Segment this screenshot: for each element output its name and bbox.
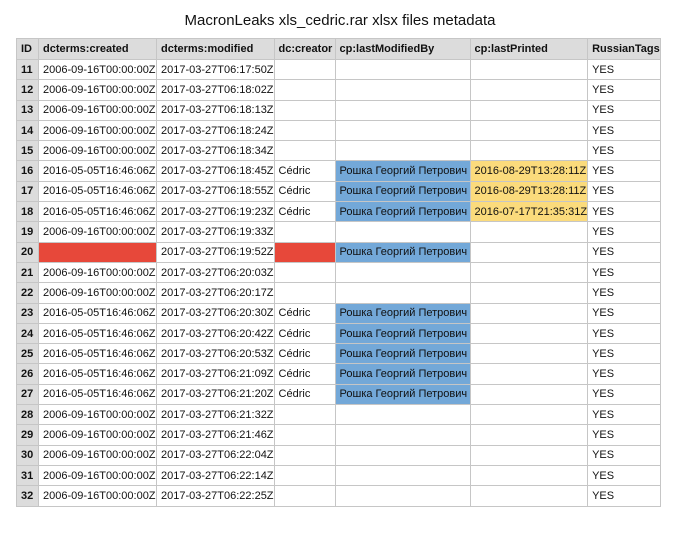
cell-created: 2006-09-16T00:00:00Z <box>39 222 157 242</box>
cell-last-printed <box>470 120 588 140</box>
metadata-table <box>16 38 661 507</box>
cell-created: 2016-05-05T16:46:06Z <box>39 181 157 201</box>
table-row <box>17 141 661 161</box>
cell-last-printed <box>470 405 588 425</box>
cell-created: 2006-09-16T00:00:00Z <box>39 445 157 465</box>
table-row <box>17 405 661 425</box>
cell-modified: 2017-03-27T06:21:32Z <box>157 405 275 425</box>
cell-last-printed <box>470 80 588 100</box>
cell-last-modified-by <box>335 222 470 242</box>
cell-modified: 2017-03-27T06:20:03Z <box>157 262 275 282</box>
table-row <box>17 80 661 100</box>
cell-id: 16 <box>17 161 39 181</box>
cell-modified: 2017-03-27T06:22:25Z <box>157 486 275 506</box>
cell-created: 2006-09-16T00:00:00Z <box>39 405 157 425</box>
table-row <box>17 303 661 323</box>
cell-id: 14 <box>17 120 39 140</box>
cell-russian-tags: YES <box>588 161 661 181</box>
cell-russian-tags: YES <box>588 181 661 201</box>
cell-modified: 2017-03-27T06:22:14Z <box>157 465 275 485</box>
cell-last-modified-by <box>335 80 470 100</box>
cell-last-modified-by <box>335 405 470 425</box>
cell-modified: 2017-03-27T06:20:30Z <box>157 303 275 323</box>
cell-last-modified-by <box>335 486 470 506</box>
cell-last-modified-by <box>335 262 470 282</box>
cell-last-modified-by: Рошка Георгий Петрович <box>335 181 470 201</box>
cell-russian-tags: YES <box>588 100 661 120</box>
cell-modified: 2017-03-27T06:18:24Z <box>157 120 275 140</box>
cell-last-printed <box>470 445 588 465</box>
cell-modified: 2017-03-27T06:18:55Z <box>157 181 275 201</box>
cell-last-printed <box>470 344 588 364</box>
cell-created: 2016-05-05T16:46:06Z <box>39 202 157 222</box>
table-row <box>17 445 661 465</box>
cell-last-printed <box>470 60 588 80</box>
cell-creator: Cédric <box>274 323 335 343</box>
cell-last-modified-by <box>335 141 470 161</box>
header-row <box>17 39 661 60</box>
cell-created <box>39 242 157 262</box>
cell-creator: Cédric <box>274 161 335 181</box>
cell-created: 2016-05-05T16:46:06Z <box>39 384 157 404</box>
cell-modified: 2017-03-27T06:22:04Z <box>157 445 275 465</box>
cell-created: 2006-09-16T00:00:00Z <box>39 80 157 100</box>
cell-russian-tags: YES <box>588 60 661 80</box>
column-header-modified: dcterms:modified <box>157 39 275 60</box>
column-header-last-modified-by: cp:lastModifiedBy <box>335 39 470 60</box>
cell-creator <box>274 60 335 80</box>
cell-creator <box>274 80 335 100</box>
table-row <box>17 242 661 262</box>
cell-creator <box>274 242 335 262</box>
cell-created: 2016-05-05T16:46:06Z <box>39 364 157 384</box>
cell-modified: 2017-03-27T06:18:13Z <box>157 100 275 120</box>
column-header-created: dcterms:created <box>39 39 157 60</box>
cell-creator <box>274 262 335 282</box>
cell-russian-tags: YES <box>588 445 661 465</box>
cell-last-printed <box>470 425 588 445</box>
page-title: MacronLeaks xls_cedric.rar xlsx files metadata <box>184 12 496 29</box>
cell-russian-tags: YES <box>588 262 661 282</box>
cell-creator <box>274 465 335 485</box>
cell-russian-tags: YES <box>588 141 661 161</box>
cell-created: 2006-09-16T00:00:00Z <box>39 283 157 303</box>
cell-modified: 2017-03-27T06:21:46Z <box>157 425 275 445</box>
cell-creator: Cédric <box>274 384 335 404</box>
cell-id: 31 <box>17 465 39 485</box>
cell-last-modified-by: Рошка Георгий Петрович <box>335 323 470 343</box>
cell-modified: 2017-03-27T06:18:45Z <box>157 161 275 181</box>
cell-last-printed <box>470 222 588 242</box>
table-row <box>17 283 661 303</box>
table-row <box>17 222 661 242</box>
cell-russian-tags: YES <box>588 384 661 404</box>
cell-last-modified-by: Рошка Георгий Петрович <box>335 161 470 181</box>
cell-russian-tags: YES <box>588 202 661 222</box>
cell-last-modified-by <box>335 120 470 140</box>
cell-russian-tags: YES <box>588 120 661 140</box>
cell-created: 2016-05-05T16:46:06Z <box>39 161 157 181</box>
cell-creator <box>274 425 335 445</box>
table-row <box>17 120 661 140</box>
cell-last-printed <box>470 283 588 303</box>
cell-last-printed: 2016-08-29T13:28:11Z <box>470 161 588 181</box>
cell-modified: 2017-03-27T06:20:53Z <box>157 344 275 364</box>
cell-modified: 2017-03-27T06:17:50Z <box>157 60 275 80</box>
cell-id: 28 <box>17 405 39 425</box>
column-header-last-printed: cp:lastPrinted <box>470 39 588 60</box>
cell-creator <box>274 405 335 425</box>
cell-russian-tags: YES <box>588 80 661 100</box>
cell-id: 27 <box>17 384 39 404</box>
cell-modified: 2017-03-27T06:18:02Z <box>157 80 275 100</box>
cell-russian-tags: YES <box>588 405 661 425</box>
cell-modified: 2017-03-27T06:19:52Z <box>157 242 275 262</box>
table-row <box>17 161 661 181</box>
table-row <box>17 344 661 364</box>
cell-last-printed <box>470 486 588 506</box>
cell-creator <box>274 120 335 140</box>
cell-russian-tags: YES <box>588 222 661 242</box>
cell-created: 2006-09-16T00:00:00Z <box>39 425 157 445</box>
column-header-id: ID <box>17 39 39 60</box>
cell-last-printed <box>470 262 588 282</box>
cell-russian-tags: YES <box>588 283 661 303</box>
cell-creator: Cédric <box>274 303 335 323</box>
cell-creator <box>274 283 335 303</box>
cell-created: 2006-09-16T00:00:00Z <box>39 120 157 140</box>
cell-last-modified-by: Рошка Георгий Петрович <box>335 242 470 262</box>
cell-modified: 2017-03-27T06:21:20Z <box>157 384 275 404</box>
cell-last-printed <box>470 323 588 343</box>
cell-creator: Cédric <box>274 202 335 222</box>
cell-created: 2006-09-16T00:00:00Z <box>39 100 157 120</box>
cell-id: 30 <box>17 445 39 465</box>
cell-last-modified-by <box>335 425 470 445</box>
cell-russian-tags: YES <box>588 344 661 364</box>
cell-id: 29 <box>17 425 39 445</box>
cell-created: 2016-05-05T16:46:06Z <box>39 344 157 364</box>
cell-created: 2016-05-05T16:46:06Z <box>39 323 157 343</box>
cell-last-printed <box>470 141 588 161</box>
table-row <box>17 100 661 120</box>
cell-id: 22 <box>17 283 39 303</box>
cell-modified: 2017-03-27T06:20:17Z <box>157 283 275 303</box>
cell-russian-tags: YES <box>588 486 661 506</box>
table-row <box>17 60 661 80</box>
table-row <box>17 262 661 282</box>
cell-created: 2016-05-05T16:46:06Z <box>39 303 157 323</box>
table-row <box>17 202 661 222</box>
cell-id: 32 <box>17 486 39 506</box>
cell-last-printed <box>470 303 588 323</box>
table-row <box>17 323 661 343</box>
cell-last-modified-by: Рошка Георгий Петрович <box>335 344 470 364</box>
cell-russian-tags: YES <box>588 465 661 485</box>
cell-creator <box>274 141 335 161</box>
cell-last-modified-by <box>335 465 470 485</box>
cell-creator <box>274 486 335 506</box>
cell-id: 18 <box>17 202 39 222</box>
cell-last-printed <box>470 242 588 262</box>
cell-creator <box>274 222 335 242</box>
cell-last-modified-by <box>335 60 470 80</box>
cell-modified: 2017-03-27T06:18:34Z <box>157 141 275 161</box>
table-row <box>17 486 661 506</box>
cell-id: 23 <box>17 303 39 323</box>
cell-creator: Cédric <box>274 364 335 384</box>
cell-id: 15 <box>17 141 39 161</box>
cell-last-printed <box>470 364 588 384</box>
cell-id: 20 <box>17 242 39 262</box>
table-row <box>17 181 661 201</box>
cell-id: 24 <box>17 323 39 343</box>
cell-modified: 2017-03-27T06:19:33Z <box>157 222 275 242</box>
cell-last-printed <box>470 465 588 485</box>
cell-modified: 2017-03-27T06:21:09Z <box>157 364 275 384</box>
cell-russian-tags: YES <box>588 242 661 262</box>
cell-last-printed <box>470 100 588 120</box>
table-row <box>17 384 661 404</box>
cell-creator: Cédric <box>274 344 335 364</box>
cell-id: 19 <box>17 222 39 242</box>
cell-last-printed <box>470 384 588 404</box>
cell-last-printed: 2016-07-17T21:35:31Z <box>470 202 588 222</box>
cell-creator: Cédric <box>274 181 335 201</box>
cell-modified: 2017-03-27T06:20:42Z <box>157 323 275 343</box>
cell-last-modified-by: Рошка Георгий Петрович <box>335 303 470 323</box>
cell-created: 2006-09-16T00:00:00Z <box>39 486 157 506</box>
table-row <box>17 364 661 384</box>
cell-id: 26 <box>17 364 39 384</box>
cell-id: 17 <box>17 181 39 201</box>
cell-last-modified-by: Рошка Георгий Петрович <box>335 384 470 404</box>
cell-created: 2006-09-16T00:00:00Z <box>39 60 157 80</box>
cell-id: 25 <box>17 344 39 364</box>
cell-russian-tags: YES <box>588 425 661 445</box>
cell-last-printed: 2016-08-29T13:28:11Z <box>470 181 588 201</box>
cell-creator <box>274 445 335 465</box>
column-header-creator: dc:creator <box>274 39 335 60</box>
cell-id: 21 <box>17 262 39 282</box>
cell-id: 12 <box>17 80 39 100</box>
cell-last-modified-by <box>335 445 470 465</box>
cell-last-modified-by: Рошка Георгий Петрович <box>335 364 470 384</box>
cell-last-modified-by <box>335 283 470 303</box>
table-row <box>17 425 661 445</box>
cell-russian-tags: YES <box>588 303 661 323</box>
cell-created: 2006-09-16T00:00:00Z <box>39 262 157 282</box>
cell-last-modified-by <box>335 100 470 120</box>
table-body <box>17 60 661 507</box>
cell-created: 2006-09-16T00:00:00Z <box>39 141 157 161</box>
cell-russian-tags: YES <box>588 364 661 384</box>
cell-last-modified-by: Рошка Георгий Петрович <box>335 202 470 222</box>
table-row <box>17 465 661 485</box>
cell-created: 2006-09-16T00:00:00Z <box>39 465 157 485</box>
cell-id: 11 <box>17 60 39 80</box>
cell-id: 13 <box>17 100 39 120</box>
cell-russian-tags: YES <box>588 323 661 343</box>
column-header-russian-tags: RussianTags <box>588 39 661 60</box>
cell-modified: 2017-03-27T06:19:23Z <box>157 202 275 222</box>
cell-creator <box>274 100 335 120</box>
